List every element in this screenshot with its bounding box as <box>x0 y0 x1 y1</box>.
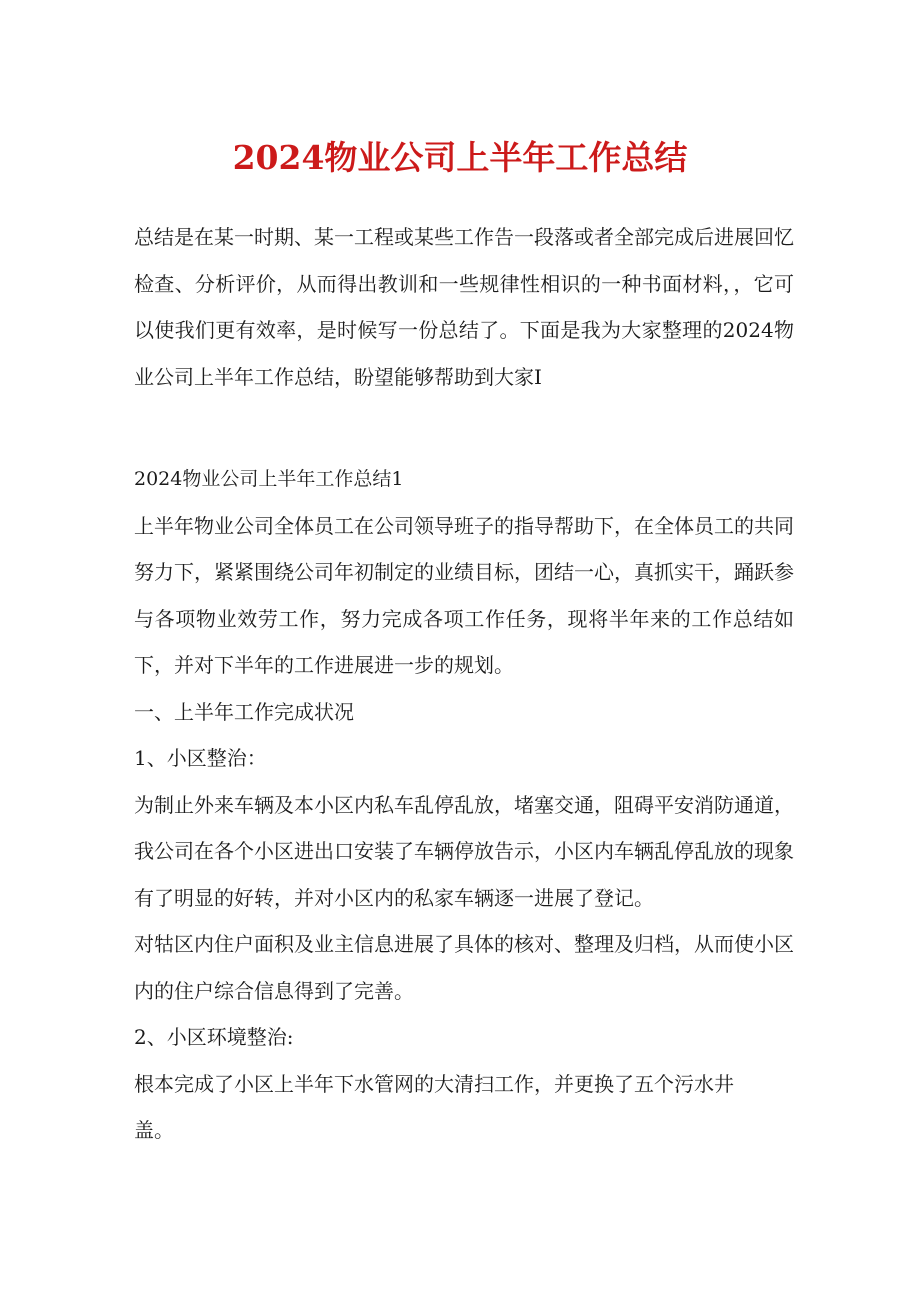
section-heading: 2024物业公司上半年工作总结1 <box>134 468 404 490</box>
list-item-heading: 1、小区整治： <box>134 746 267 770</box>
body-paragraph: 为制止外来车辆及本小区内私车乱停乱放，堵塞交通，阻碍平安消防通道，我公司在各个小区进出口安装了车辆停放告示，小区内车辆乱停乱放的现象有了明显的好转，并对小区内的私家车辆逐一进展了登记。 <box>134 792 794 910</box>
body-paragraph: 上半年物业公司全体员工在公司领导班子的指导帮助下，在全体员工的共同努力下，紧紧围绕公司年初制定的业绩目标，团结一心，真抓实干，踊跃参与各项物业效劳工作，努力完成各项工作任务，现将半年来的工作总结如下，并对下半年的工作进展进一步的规划。 <box>134 513 794 677</box>
document-title: 2024物业公司上半年工作总结 <box>232 138 688 177</box>
document-body <box>134 456 794 1154</box>
body-paragraph: 根本完成了小区上半年下水管网的大清扫工作，并更换了五个污水井 <box>134 1071 734 1096</box>
body-paragraph: 盖。 <box>134 1118 174 1142</box>
list-item-heading: 2、小区环境整治: <box>134 1025 294 1049</box>
body-paragraph: 对牯区内住户面积及业主信息进展了具体的核对、整理及归档，从而使小区内的住户综合信息得到了完善。 <box>134 932 794 1003</box>
list-heading: 一、上半年工作完成状况 <box>134 699 354 724</box>
intro-paragraph: 总结是在某一时期、某一工程或某些工作告一段落或者全部完成后进展回忆检查、分析评价，从而得出教训和一些规律性相识的一种书面材料，，它可以使我们更有效率，是时候写一份总结了。下面是我为大家整理的2024物业公司上半年工作总结，盼望能够帮助到大家I <box>134 225 794 389</box>
